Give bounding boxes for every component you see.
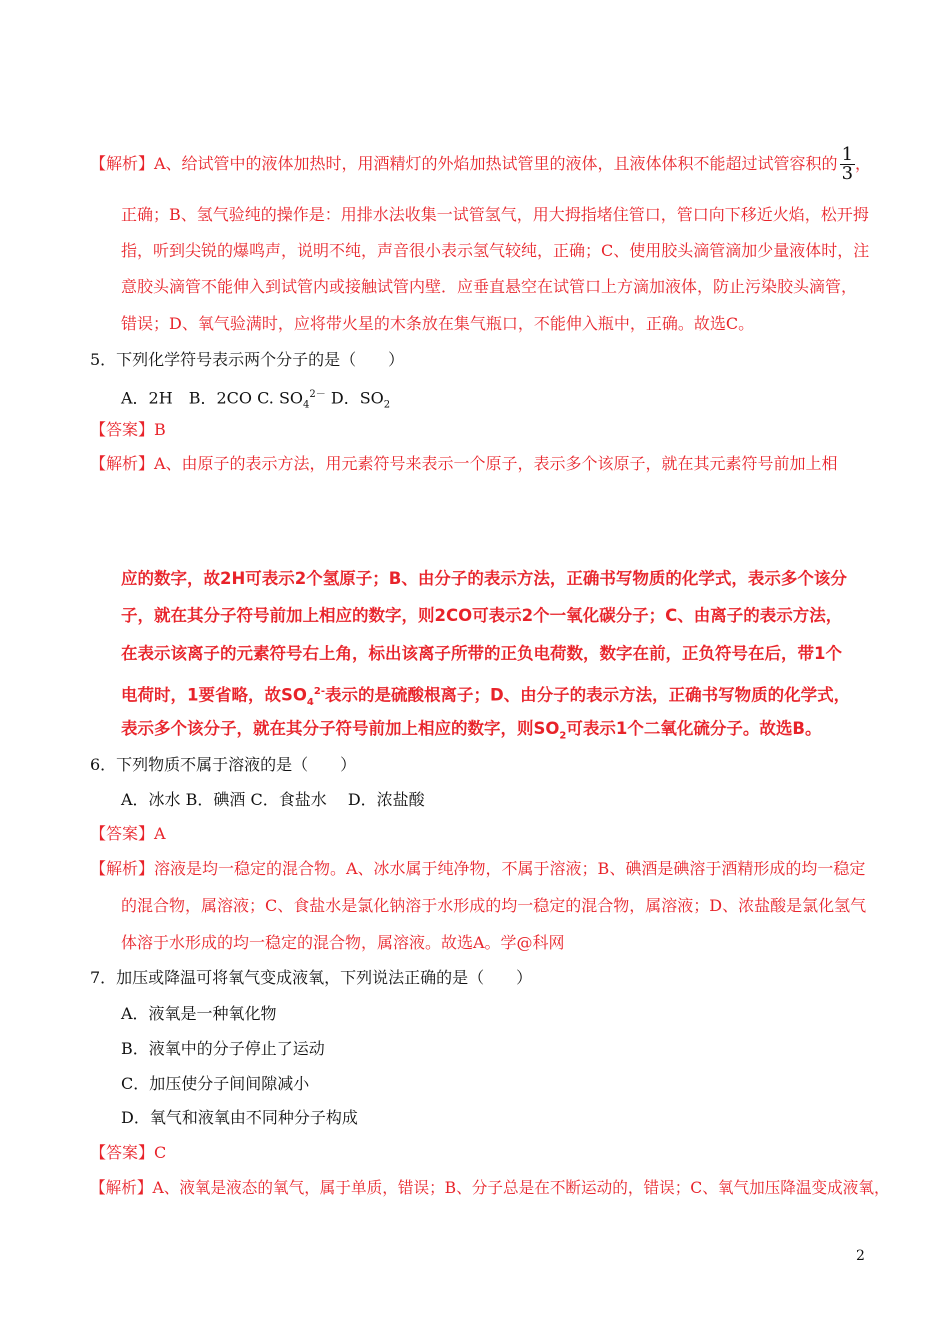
q5-option-c-subscript: 4 bbox=[303, 399, 310, 411]
q4-analysis-line-4: 意胶头滴管不能伸入到试管内或接触试管内壁．应垂直悬空在试管口上方滴加液体，防止污染胶头滴管， bbox=[121, 277, 858, 296]
q5-answer: 【答案】B bbox=[90, 420, 166, 439]
q4-analysis-line-1 bbox=[90, 146, 871, 183]
q5-analysis-subscript: 4 bbox=[306, 696, 314, 708]
q6-analysis-line-1: 【解析】溶液是均一稳定的混合物。A、冰水属于纯净物，不属于溶液；B、碘酒是碘溶于酒精形成的均一稳定 bbox=[90, 859, 866, 878]
q7-option-a: A．液氧是一种氧化物 bbox=[121, 1004, 277, 1023]
q6-analysis-line-2: 的混合物，属溶液；C、食盐水是氯化钠溶于水形成的均一稳定的混合物，属溶液；D、浓盐酸是氯化氢气 bbox=[121, 896, 867, 915]
q5-option-c: C. SO bbox=[257, 388, 304, 408]
q7-analysis-line-1: 【解析】A、液氧是液态的氧气，属于单质，错误；B、分子总是在不断运动的，错误；C、氧气加压降温变成液氧， bbox=[90, 1178, 890, 1197]
q7-option-c: C．加压使分子间间隙减小 bbox=[121, 1074, 310, 1093]
q5-analysis-line-5 bbox=[121, 681, 850, 714]
q5-analysis-line-2: 应的数字，故2H可表示2个氢原子；B、由分子的表示方法，正确书写物质的化学式，表示多个该分 bbox=[121, 569, 847, 588]
q5-option-d: D．SO bbox=[330, 388, 384, 408]
q5-analysis-line-5-part-a: 电荷时，1要省略，故SO bbox=[121, 685, 307, 705]
q5-option-d-subscript: 2 bbox=[383, 399, 391, 411]
q7-stem: 7．加压或降温可将氧气变成液氧，下列说法正确的是（ ） bbox=[90, 968, 533, 987]
fraction-one-third bbox=[840, 146, 855, 183]
page-number: 2 bbox=[856, 1248, 865, 1264]
q5-options bbox=[121, 384, 390, 417]
q6-analysis-line-3: 体溶于水形成的均一稳定的混合物，属溶液。故选A。学@科网 bbox=[121, 933, 565, 952]
q5-analysis-line-1: 【解析】A、由原子的表示方法，用元素符号来表示一个原子，表示多个该原子，就在其元素符号前加上相 bbox=[90, 454, 838, 473]
q6-stem: 6．下列物质不属于溶液的是（ ） bbox=[90, 755, 357, 774]
q7-answer: 【答案】C bbox=[90, 1143, 167, 1162]
q7-option-d: D．氧气和液氧由不同种分子构成 bbox=[121, 1108, 358, 1127]
q4-analysis-comma: ， bbox=[855, 154, 872, 173]
q5-analysis-line-3: 子，就在其分子符号前加上相应的数字，则2CO可表示2个一氧化碳分子；C、由离子的表示方法， bbox=[121, 606, 843, 625]
q5-analysis-line-6 bbox=[121, 718, 821, 747]
q5-option-ab: A．2H B．2CO bbox=[121, 388, 252, 408]
fraction-denominator: 3 bbox=[841, 163, 854, 184]
q6-options: A．冰水 B．碘酒 C．食盐水 D．浓盐酸 bbox=[121, 790, 425, 809]
q6-answer: 【答案】A bbox=[90, 824, 166, 843]
q4-analysis-line-5: 错误；D、氧气验满时，应将带火星的木条放在集气瓶口，不能伸入瓶中，正确。故选C。 bbox=[121, 314, 755, 333]
q7-option-b: B．液氧中的分子停止了运动 bbox=[121, 1039, 325, 1058]
q5-analysis-superscript: 2- bbox=[313, 686, 325, 697]
q4-analysis-text: 【解析】A、给试管中的液体加热时，用酒精灯的外焰加热试管里的液体，且液体体积不能超过试管容积的 bbox=[90, 154, 838, 173]
fraction-numerator: 1 bbox=[841, 144, 854, 165]
q4-analysis-line-3: 指，听到尖锐的爆鸣声，说明不纯，声音很小表示氢气较纯，正确；C、使用胶头滴管滴加少量液体时，注 bbox=[121, 241, 870, 260]
q5-stem: 5．下列化学符号表示两个分子的是（ ） bbox=[90, 350, 405, 369]
q5-analysis-line-6-subscript: 2 bbox=[559, 730, 567, 742]
q5-analysis-line-6-part-b: 可表示1个二氧化硫分子。故选B。 bbox=[566, 719, 822, 738]
q5-analysis-line-5-part-b: 表示的是硫酸根离子；D、由分子的表示方法，正确书写物质的化学式， bbox=[324, 685, 851, 705]
q5-analysis-line-6-part-a: 表示多个该分子，就在其分子符号前加上相应的数字，则SO bbox=[121, 719, 560, 738]
q4-analysis-line-2: 正确；B、氢气验纯的操作是：用排水法收集一试管氢气，用大拇指堵住管口，管口向下移近火焰，松开拇 bbox=[121, 205, 869, 224]
q5-option-c-superscript: 2－ bbox=[309, 389, 326, 400]
q5-analysis-line-4: 在表示该离子的元素符号右上角，标出该离子所带的正负电荷数，数字在前，正负符号在后，带1个 bbox=[121, 644, 842, 663]
